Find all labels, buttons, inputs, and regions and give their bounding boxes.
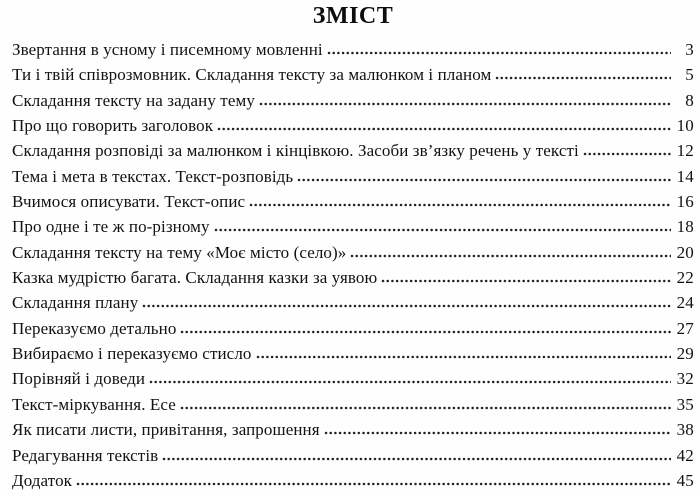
toc-entry-label: Звертання в усному і писемному мовленні [12,40,323,59]
toc-entry-page: 42 [676,445,694,465]
dot-leader [180,330,671,334]
toc-row [12,65,694,90]
toc-row [12,243,694,268]
dot-leader [217,127,671,131]
page-title: ЗМІСТ [312,3,394,29]
dot-leader [76,482,671,486]
toc-row [12,40,694,65]
dot-leader [259,102,671,106]
toc-entry-page: 8 [685,90,694,110]
toc-entry-page: 45 [676,470,694,490]
dot-leader [583,152,671,156]
dot-leader [142,304,671,308]
toc-entry-page: 32 [676,369,694,389]
toc-entry-label: Складання розповіді за малюнком і кінцівкою. Засоби зв’язку речень у тексті [12,141,579,161]
dot-leader [324,431,671,435]
dot-leader [180,406,671,410]
toc-entry-page: 3 [685,40,694,59]
toc-entry-label: Ти і твій співрозмовник. Складання тексту за малюнком і планом [12,65,492,85]
toc-entry-page: 20 [676,242,694,262]
toc-entry-label: Вибираємо і переказуємо стисло [12,344,252,364]
toc-row [12,167,694,192]
toc-row [12,471,694,496]
toc-row [12,369,694,394]
dot-leader [327,51,671,55]
toc-entry-page: 12 [676,141,694,161]
toc-row [12,116,694,141]
toc-entry-page: 10 [676,116,694,136]
toc-entry-page: 5 [685,65,694,85]
toc-entry-page: 18 [676,217,694,237]
dot-leader [350,254,671,258]
toc-entry-label: Складання тексту на тему «Моє місто (село)» [12,242,347,262]
toc-entry-page: 14 [676,166,694,186]
toc-entry-label: Текст-міркування. Есе [12,394,176,414]
toc-row [12,217,694,242]
dot-leader [256,355,671,359]
toc-entry-page: 27 [676,318,694,338]
dot-leader [149,380,671,384]
toc-entry-label: Переказуємо детально [12,318,177,338]
toc-row [12,395,694,420]
toc-entry-label: Про одне і те ж по-різному [12,217,210,237]
toc-row [12,192,694,217]
toc-entry-label: Тема і мета в текстах. Текст-розповідь [12,166,294,186]
dot-leader [381,279,671,283]
toc-entry-label: Як писати листи, привітання, запрошення [12,420,320,440]
toc-entry-label: Додаток [12,470,73,490]
toc-entry-label: Складання тексту на задану тему [12,90,255,110]
toc-entry-label: Вчимося описувати. Текст-опис [12,192,246,212]
toc-row [12,446,694,471]
toc-entry-label: Складання плану [12,293,139,313]
dot-leader [495,76,671,80]
toc-row [12,420,694,445]
toc-entry-page: 24 [676,293,694,313]
toc-list [12,40,694,496]
toc-entry-page: 35 [676,394,694,414]
toc-row [12,268,694,293]
toc-entry-page: 16 [676,192,694,212]
toc-entry-page: 29 [676,344,694,364]
toc-row [12,344,694,369]
toc-entry-label: Про що говорить заголовок [12,116,214,136]
dot-leader [214,228,671,232]
dot-leader [162,457,671,461]
dot-leader [249,203,671,207]
toc-entry-label: Казка мудрістю багата. Складання казки за уявою [12,268,378,288]
toc-row [12,293,694,318]
toc-row [12,319,694,344]
dot-leader [297,178,671,182]
toc-entry-page: 38 [676,420,694,440]
toc-row [12,91,694,116]
toc-entry-label: Порівняй і доведи [12,369,146,389]
toc-row [12,141,694,166]
toc-entry-label: Редагування текстів [12,445,159,465]
toc-entry-page: 22 [676,268,694,288]
